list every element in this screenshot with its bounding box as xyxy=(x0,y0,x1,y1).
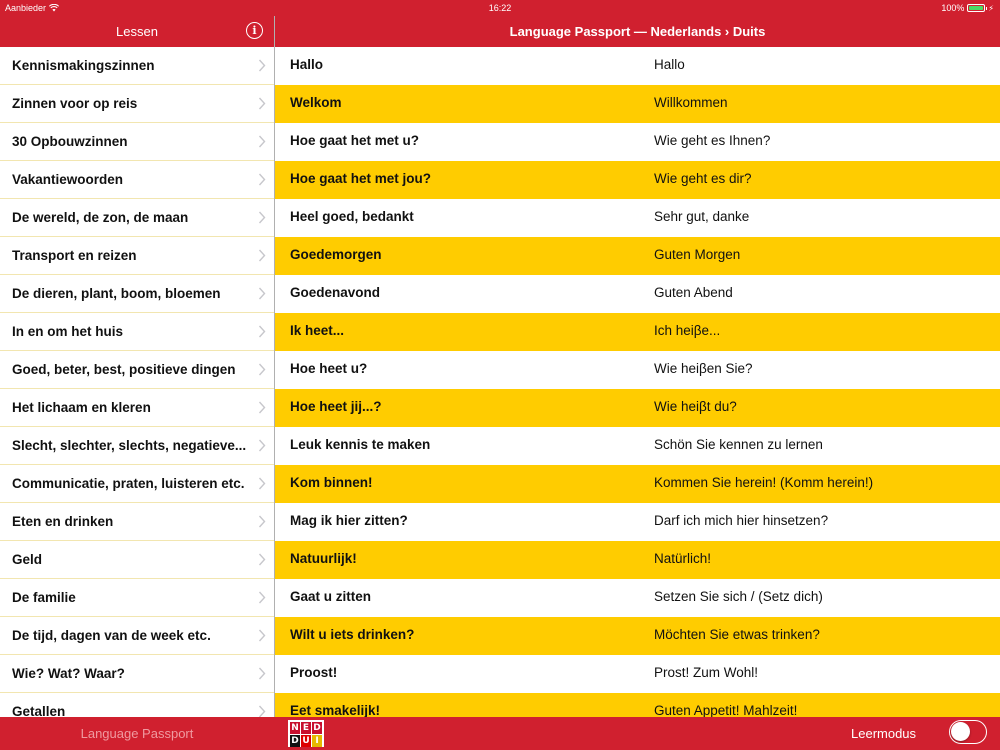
dutch-phrase: Hoe gaat het met jou? xyxy=(290,171,432,186)
chevron-right-icon xyxy=(258,439,266,452)
chevron-right-icon xyxy=(258,173,266,186)
table-row[interactable] xyxy=(275,541,1000,579)
dutch-phrase: Hoe heet jij...? xyxy=(290,399,382,414)
sidebar-item[interactable] xyxy=(0,199,274,237)
logo-letter: U xyxy=(302,736,310,746)
dutch-phrase: Natuurlijk! xyxy=(290,551,357,566)
table-row[interactable] xyxy=(275,237,1000,275)
sidebar-title: Lessen xyxy=(116,24,158,39)
chevron-right-icon xyxy=(258,667,266,680)
sidebar-item-label: Wie? Wat? Waar? xyxy=(12,666,125,681)
status-bar xyxy=(0,0,1000,16)
sidebar-item-label: Eten en drinken xyxy=(12,514,114,529)
table-row[interactable] xyxy=(275,465,1000,503)
chevron-right-icon xyxy=(258,553,266,566)
sidebar-item[interactable] xyxy=(0,47,274,85)
chevron-right-icon xyxy=(258,591,266,604)
sidebar-item[interactable] xyxy=(0,161,274,199)
logo-top-row xyxy=(289,722,323,734)
sidebar-item[interactable] xyxy=(0,85,274,123)
sidebar-item-label: In en om het huis xyxy=(12,324,124,339)
german-phrase: Kommen Sie herein! (Komm herein!) xyxy=(654,475,874,490)
table-row[interactable] xyxy=(275,275,1000,313)
sidebar-item[interactable] xyxy=(0,503,274,541)
sidebar-item[interactable] xyxy=(0,389,274,427)
german-phrase: Guten Abend xyxy=(654,285,733,300)
sidebar-item[interactable] xyxy=(0,465,274,503)
charging-bolt-icon: ⚡ xyxy=(988,3,994,13)
status-time: 16:22 xyxy=(488,3,512,13)
phrase-table[interactable] xyxy=(275,47,1000,717)
battery-group xyxy=(941,3,994,13)
chevron-right-icon xyxy=(258,249,266,262)
table-row[interactable] xyxy=(275,161,1000,199)
german-phrase: Sehr gut, danke xyxy=(654,209,750,224)
logo-letter: D xyxy=(291,736,299,746)
dutch-phrase: Hoe heet u? xyxy=(290,361,368,376)
chevron-right-icon xyxy=(258,325,266,338)
sidebar-item-label: Getallen xyxy=(12,704,66,717)
table-row[interactable] xyxy=(275,313,1000,351)
sidebar-item-label: Slecht, slechter, slechts, negatieve... xyxy=(12,438,247,453)
sidebar-item[interactable] xyxy=(0,123,274,161)
sidebar-item-label: De tijd, dagen van de week etc. xyxy=(12,628,211,643)
sidebar-item-label: Het lichaam en kleren xyxy=(12,400,151,415)
sidebar-item-label: Vakantiewoorden xyxy=(12,172,124,187)
sidebar-item-label: De wereld, de zon, de maan xyxy=(12,210,189,225)
german-phrase: Ich heiβe... xyxy=(654,323,721,338)
info-icon[interactable]: i xyxy=(246,22,263,39)
carrier-label: Aanbieder xyxy=(5,3,47,13)
german-phrase: Wie heiβen Sie? xyxy=(654,361,753,376)
german-phrase: Wie geht es Ihnen? xyxy=(654,133,771,148)
dutch-phrase: Goedenavond xyxy=(290,285,381,300)
chevron-right-icon xyxy=(258,97,266,110)
table-row[interactable] xyxy=(275,655,1000,693)
german-phrase: Guten Morgen xyxy=(654,247,741,262)
sidebar-item-label: De familie xyxy=(12,590,76,605)
dutch-phrase: Wilt u iets drinken? xyxy=(290,627,415,642)
dutch-phrase: Hallo xyxy=(290,57,324,72)
german-phrase: Schön Sie kennen zu lernen xyxy=(654,437,823,452)
chevron-right-icon xyxy=(258,59,266,72)
chevron-right-icon xyxy=(258,211,266,224)
sidebar-item[interactable] xyxy=(0,427,274,465)
chevron-right-icon xyxy=(258,477,266,490)
dutch-phrase: Kom binnen! xyxy=(290,475,373,490)
chevron-right-icon xyxy=(258,363,266,376)
sidebar-item-label: 30 Opbouwzinnen xyxy=(12,134,128,149)
battery-percent: 100% xyxy=(941,3,965,13)
logo-bottom-row xyxy=(289,735,323,747)
dutch-phrase: Leuk kennis te maken xyxy=(290,437,431,452)
german-phrase: Möchten Sie etwas trinken? xyxy=(654,627,820,642)
chevron-right-icon xyxy=(258,705,266,717)
chevron-right-icon xyxy=(258,629,266,642)
german-phrase: Wie heiβt du? xyxy=(654,399,737,414)
table-row[interactable] xyxy=(275,617,1000,655)
table-row[interactable] xyxy=(275,47,1000,85)
toggle-knob xyxy=(951,722,970,741)
german-phrase: Setzen Sie sich / (Setz dich) xyxy=(654,589,823,604)
logo-letter: D xyxy=(313,723,321,733)
learn-mode-label: Leermodus xyxy=(851,726,917,741)
german-phrase: Hallo xyxy=(654,57,685,72)
chevron-right-icon xyxy=(258,135,266,148)
dutch-phrase: Hoe gaat het met u? xyxy=(290,133,420,148)
german-phrase: Prost! Zum Wohl! xyxy=(654,665,759,680)
sidebar-item[interactable] xyxy=(0,275,274,313)
sidebar-item[interactable] xyxy=(0,541,274,579)
sidebar-item[interactable] xyxy=(0,693,274,717)
table-row[interactable] xyxy=(275,503,1000,541)
table-row[interactable] xyxy=(275,427,1000,465)
dutch-phrase: Ik heet... xyxy=(290,323,345,338)
bottom-toolbar xyxy=(0,717,1000,750)
table-row[interactable] xyxy=(275,389,1000,427)
table-row[interactable] xyxy=(275,693,1000,717)
logo-letter: I xyxy=(312,735,322,747)
sidebar-header xyxy=(0,16,274,47)
dutch-phrase: Eet smakelijk! xyxy=(290,703,381,717)
page-title: Language Passport — Nederlands › Duits xyxy=(275,16,1000,47)
sidebar-item-label: Zinnen voor op reis xyxy=(12,96,138,111)
dutch-phrase: Proost! xyxy=(290,665,338,680)
language-passport-button[interactable]: Language Passport xyxy=(80,726,194,741)
table-row[interactable] xyxy=(275,85,1000,123)
learn-mode-toggle[interactable] xyxy=(949,720,987,744)
sidebar-item-label: De dieren, plant, boom, bloemen xyxy=(12,286,221,301)
sidebar-item-label: Kennismakingszinnen xyxy=(12,58,155,73)
table-row[interactable] xyxy=(275,199,1000,237)
chevron-right-icon xyxy=(258,287,266,300)
german-phrase: Guten Appetit! Mahlzeit! xyxy=(654,703,798,717)
sidebar-item-label: Transport en reizen xyxy=(12,248,137,263)
dutch-phrase: Gaat u zitten xyxy=(290,589,372,604)
german-phrase: Darf ich mich hier hinsetzen? xyxy=(654,513,829,528)
dutch-phrase: Goedemorgen xyxy=(290,247,382,262)
sidebar-item-label: Goed, beter, best, positieve dingen xyxy=(12,362,236,377)
sidebar-item-label: Communicatie, praten, luisteren etc. xyxy=(12,476,245,491)
sidebar-item[interactable] xyxy=(0,579,274,617)
sidebar-item[interactable] xyxy=(0,313,274,351)
german-phrase: Willkommen xyxy=(654,95,728,110)
dutch-phrase: Mag ik hier zitten? xyxy=(290,513,408,528)
sidebar-item[interactable] xyxy=(0,617,274,655)
sidebar-item[interactable] xyxy=(0,351,274,389)
dutch-phrase: Welkom xyxy=(290,95,342,110)
sidebar-item-label: Geld xyxy=(12,552,43,567)
chevron-right-icon xyxy=(258,401,266,414)
battery-icon xyxy=(967,4,985,12)
table-row[interactable] xyxy=(275,579,1000,617)
sidebar-item[interactable] xyxy=(0,237,274,275)
german-phrase: Natürlich! xyxy=(654,551,712,566)
logo-letter: N xyxy=(291,723,299,733)
german-phrase: Wie geht es dir? xyxy=(654,171,752,186)
lesson-list[interactable] xyxy=(0,47,274,717)
table-row[interactable] xyxy=(275,123,1000,161)
language-pair-logo[interactable] xyxy=(288,720,324,747)
dutch-phrase: Heel goed, bedankt xyxy=(290,209,414,224)
chevron-right-icon xyxy=(258,515,266,528)
logo-letter: E xyxy=(302,723,310,733)
table-row[interactable] xyxy=(275,351,1000,389)
sidebar-item[interactable] xyxy=(0,655,274,693)
